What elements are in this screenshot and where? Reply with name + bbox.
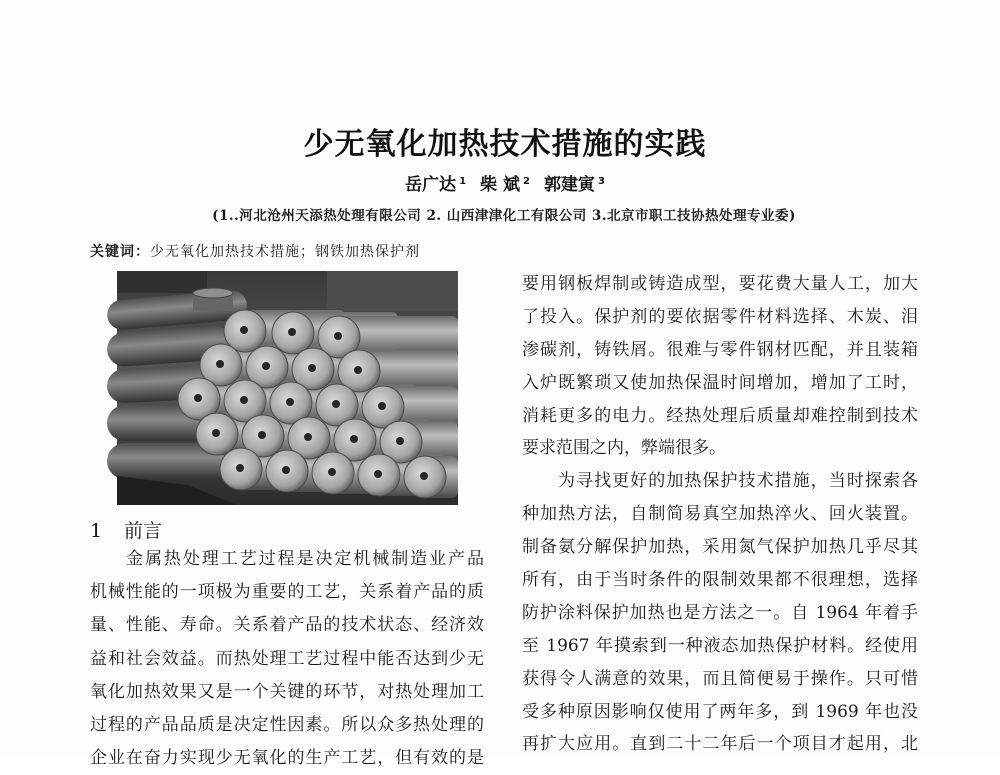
section-heading — [90, 519, 290, 543]
author-affiliation-mark: 1 — [459, 176, 467, 187]
photo-cylinder-hole — [262, 362, 270, 370]
photo-bucket-rim — [193, 288, 233, 298]
photo-cylinder-hole — [354, 366, 362, 374]
photo-cylinder-hole — [350, 435, 358, 443]
left-column-line: 金属热处理工艺过程是决定机械制造业产品 — [126, 549, 484, 569]
photo-cylinder-hole — [240, 326, 248, 334]
left-column-line: 过程的产品品质是决定性因素。所以众多热处理的 — [90, 714, 484, 735]
photo-cylinder-hole — [374, 470, 382, 478]
affiliations: (1..河北沧州天添热处理有限公司 2. 山西津津化工有限公司 3.北京市职工技协热处理专业委) — [212, 208, 796, 224]
photo-cylinder-hole — [258, 431, 266, 439]
photo-cylinder-hole — [288, 328, 296, 336]
section-number: 1 — [90, 520, 103, 542]
right-column — [522, 268, 918, 758]
right-column-line: 获得令人满意的效果，而且简便易于操作。只可惜 — [522, 668, 918, 689]
photo-cylinder-hole — [334, 332, 342, 340]
photo-cylinder-hole — [332, 400, 340, 408]
paper-title: 少无氧化加热技术措施的实践 — [303, 127, 707, 162]
right-column-line: 消耗更多的电力。经热处理后质量却难控制到技术 — [522, 405, 918, 426]
keywords-label: 关键词： — [90, 244, 150, 260]
section-title: 前言 — [124, 520, 163, 542]
photo-cylinder-hole — [240, 396, 248, 404]
photo-cylinder-hole — [216, 360, 224, 368]
photo-cylinder-hole — [212, 429, 220, 437]
right-column-line: 制备氨分解保护加热，采用氮气保护加热几乎尽其 — [522, 537, 918, 558]
photo-cylinder-hole — [308, 364, 316, 372]
photo-cylinder-hole — [304, 433, 312, 441]
left-column-line: 益和社会效益。而热处理工艺过程中能否达到少无 — [90, 648, 484, 669]
left-column — [90, 543, 484, 769]
right-column-line: 受多种原因影响仅使用了两年多，到 1969 年也没 — [522, 701, 918, 722]
photo-wall-patch — [327, 271, 458, 311]
left-column-line: 企业在奋力实现少无氧化的生产工艺，但有效的是 — [90, 748, 484, 769]
author-name: 柴 斌 — [480, 175, 520, 195]
photo-cylinder-hole — [396, 437, 404, 445]
right-column-line: 了投入。保护剂的要依据零件材料选择、木炭、泪 — [522, 306, 918, 327]
photo-cylinder-hole — [328, 468, 336, 476]
right-column-line: 渗碳剂，铸铁屑。很难与零件钢材匹配，并且装箱 — [522, 339, 918, 360]
keywords — [90, 242, 490, 262]
left-column-line: 机械性能的一项极为重要的工艺，关系着产品的质 — [90, 582, 484, 603]
author-name: 岳广达 — [405, 175, 457, 195]
right-column-line: 种加热方法，自制简易真空加热淬火、回火装置。 — [522, 504, 918, 525]
author-affiliation-mark: 3 — [597, 176, 605, 187]
photo-cylinder-hole — [420, 472, 428, 480]
photo-cylinder-hole — [194, 394, 202, 402]
author-affiliation-mark: 2 — [522, 176, 530, 187]
right-column-line: 至 1967 年摸索到一种液态加热保护材料。经使用 — [522, 635, 918, 656]
right-column-line: 入炉既繁琐又使加热保温时间增加，增加了工时， — [522, 372, 918, 393]
photo-stacked-cylinders — [117, 271, 458, 505]
left-column-line: 氧化加热效果又是一个关键的环节，对热处理加工 — [90, 681, 484, 702]
right-column-line: 为寻找更好的加热保护技术措施，当时探索各 — [558, 471, 918, 492]
keywords-text: 少无氧化加热技术措施；钢铁加热保护剂 — [150, 244, 420, 260]
right-column-line: 要用钢板焊制或铸造成型，要花费大量人工，加大 — [522, 274, 918, 294]
right-column-line: 防护涂料保护加热也是方法之一。自 1964 年着手 — [522, 602, 918, 623]
photo-cylinder-hole — [282, 466, 290, 474]
photo-cylinder-hole — [236, 464, 244, 472]
left-column-line: 量、性能、寿命。关系着产品的技术状态、经济效 — [90, 615, 484, 636]
right-column-line: 再扩大应用。直到二十二年后一个项目才起用，北 — [522, 734, 918, 755]
author-name: 郭建寅 — [543, 175, 595, 195]
photo-wall-patch — [117, 271, 207, 293]
photo-cylinder-hole — [378, 402, 386, 410]
right-column-line: 所有，由于当时条件的限制效果都不很理想，选择 — [522, 570, 918, 591]
author-list — [0, 174, 1000, 196]
right-column-line: 要求范围之内，弊端很多。 — [522, 438, 726, 459]
photo-cylinder-hole — [286, 398, 294, 406]
